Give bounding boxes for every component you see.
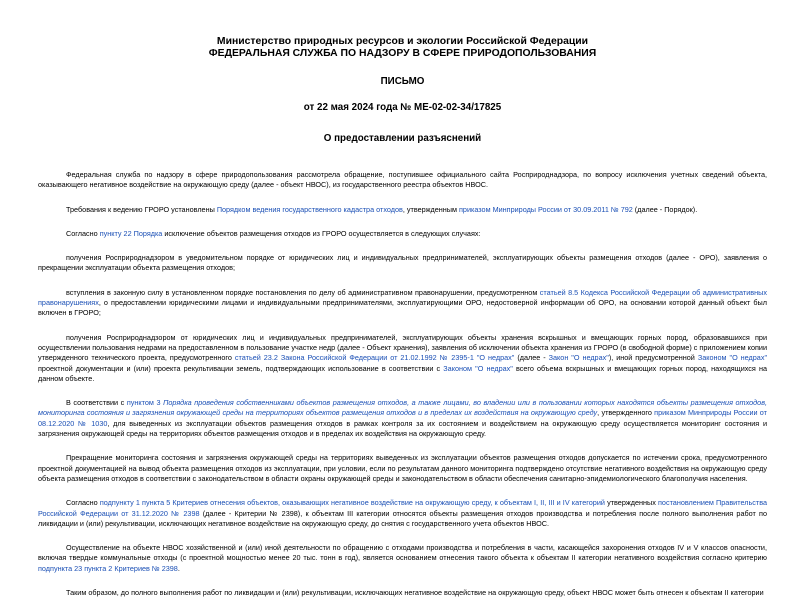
paragraph-8: Прекращение мониторинга состояния и загрязнения окружающей среды на территориях выведенных из эксплуатации объектов размещения отходов допускается по истечении срока, предусмотренного проектной документацией на вывод объекта размещения отходов из эксплуатации, при условии, если по результатам данного мониторинга подтверждено отсутствие негативного воздействия на окружающую среду объекта размещения отходов в соответствии с законодательством в области охраны окружающей среды и законодательством в области обеспечения санитарно-эпидемиологического благополучия населения.	[38, 453, 767, 483]
document-header	[38, 36, 767, 60]
paragraph-6: получения Росприроднадзором от юридических лиц и индивидуальных предпринимателей, эксплуатирующих объекты хранения вскрышных и вмещающих горных пород, образовавшихся при осуществлении пользования недрами на предоставленном в пользование участке недр (далее - Объект хранения), заявления об исключении объекта хранения из ГРОРО (в свободной форме) с приложением копии утвержденного технического проекта, предусмотренного статьей 23.2 Закона Российской Федерации от 21.02.1992 № 2395-1 "О недрах" (далее - Закон "О недрах"), иной предусмотренной Законом "О недрах" проектной документации и (или) проекта рекультивации земель, подтверждающих использование в соответствии с Законом "О недрах" всего объема вскрышных и вмещающих горных пород, находящихся на данном объекте.	[38, 332, 768, 383]
document-subject: О предоставлении разъяснений	[323, 133, 482, 144]
link-order-792[interactable]: приказом Минприроды России от 30.09.2011 № 792	[459, 204, 633, 214]
link-law-subsoil-3[interactable]: Законом "О недрах"	[443, 363, 513, 373]
link-point-3[interactable]: пунктом 3	[126, 398, 164, 408]
link-criteria-subpoint-1[interactable]: подпункту 1 пункта 5 Критериев отнесения объектов, оказывающих негативное воздействие на окружающую среду, к объектам I, II, III и IV категорий	[99, 498, 605, 508]
document-type: ПИСЬМО	[380, 76, 425, 87]
link-koap-8-5[interactable]: статьей 8.5 Кодекса Российской Федерации об административных правонарушениях	[38, 287, 767, 308]
link-law-subsoil[interactable]: Закон "О недрах"	[548, 353, 609, 363]
document-body	[38, 170, 767, 598]
link-cadastre-order[interactable]: Порядком ведения государственного кадастра отходов	[216, 204, 403, 214]
link-order-1030[interactable]: приказом Минприроды России от 08.12.2020 № 1030	[38, 408, 768, 428]
paragraph-5: вступления в законную силу в установленном порядке постановления по делу об административном правонарушении, предусмотренном статьей 8.5 Кодекса Российской Федерации об административных правонарушениях, о предоставлении юридическими лицами и индивидуальными предпринимателями, эксплуатирующими ОРО, недостоверной информации об ОРО, на основании которой данный объект был включен в ГРОРО;	[38, 287, 767, 318]
link-monitoring-procedure[interactable]: Порядка проведения собственниками объектов размещения отходов, а также лицами, во владении или в пользовании которых находятся объекты размещения отходов, мониторинга состояния и загрязнения окружающей среды на территориях объектов размещения отходов и в пределах их воздействия на окружающую среду	[38, 398, 767, 418]
paragraph-3: Согласно пункту 22 Порядка исключение объектов размещения отходов из ГРОРО осуществляется в следующих случаях:	[66, 228, 481, 238]
paragraph-4: получения Росприроднадзором в уведомительном порядке от юридических лиц и индивидуальных предпринимателей, эксплуатирующих объекты размещения отходов (далее - ОРО), заявления о прекращении эксплуатации объекта размещения отходов;	[38, 253, 767, 273]
paragraph-10: Осуществление на объекте НВОС хозяйственной и (или) иной деятельности по обращению с отходами производства и потребления в части, касающейся захоронения отходов IV и V классов опасности, включая твердые коммунальные отходы (с проектной мощностью менее 20 тыс. тонн в год), является основанием отнесения такого объекта к объектам II категории негативного воздействия согласно критерию подпункта 23 пункта 2 Критериев № 2398.	[38, 543, 767, 573]
link-point-22[interactable]: пункту 22 Порядка	[99, 228, 163, 238]
paragraph-11: Таким образом, до полного выполнения работ по ликвидации и (или) рекультивации, исключающих негативное воздействие на окружающую среду, объект НВОС может быть отнесен к объектам II категории	[66, 588, 764, 598]
link-criteria-subpoint-23[interactable]: подпункта 23 пункта 2 Критериев № 2398	[38, 563, 178, 573]
ministry-name: Министерство природных ресурсов и экологии Российской Федерации	[216, 36, 589, 47]
link-law-subsoil-2[interactable]: Законом "О недрах"	[697, 353, 768, 363]
paragraph-9: Согласно подпункту 1 пункта 5 Критериев отнесения объектов, оказывающих негативное воздействие на окружающую среду, к объектам I, II, III и IV категорий утвержденных постановлением Правительства Российской Федерации от 31.12.2020 № 2398 (далее - Критерии № 2398), к объектам III категории относятся объекты размещения отходов производства и потребления после полного выполнения работ по ликвидации и (или) рекультивации, исключающих негативное воздействие на окружающую среду, до снятия с государственного учета объектов НВОС.	[38, 498, 768, 528]
paragraph-7: В соответствии с пунктом 3 Порядка проведения собственниками объектов размещения отходов, а также лицами, во владении или в пользовании которых находятся объекты размещения отходов, мониторинга состояния и загрязнения окружающей среды на территориях объектов размещения отходов и в пределах их воздействия на окружающую среду, утвержденного приказом Минприроды России от 08.12.2020 № 1030, для выведенных из эксплуатации объектов размещения отходов в рамках контроля за их состоянием и воздействием на окружающую среду осуществляется мониторинг состояния и загрязнения окружающей среды на территориях объектов размещения отходов и в пределах их воздействия на окружающую среду.	[38, 398, 768, 439]
document-date-number: от 22 мая 2024 года № МЕ-02-02-34/17825	[303, 102, 502, 113]
service-name: ФЕДЕРАЛЬНАЯ СЛУЖБА ПО НАДЗОРУ В СФЕРЕ ПРИРОДОПОЛЬЗОВАНИЯ	[208, 48, 597, 59]
link-law-subsoil-23-2[interactable]: статьей 23.2 Закона Российской Федерации от 21.02.1992 № 2395-1 "О недрах"	[234, 353, 515, 363]
link-decree-2398[interactable]: постановлением Правительства Российской Федерации от 31.12.2020 № 2398	[38, 498, 768, 518]
paragraph-1: Федеральная служба по надзору в сфере природопользования рассмотрела обращение, поступившее официального сайта Росприроднадзора, по вопросу исключения учетных сведений объекта, оказывающего негативное воздействие на окружающую среду (далее - объект НВОС), из государственного реестра объектов НВОС.	[38, 170, 767, 190]
paragraph-2: Требования к ведению ГРОРО установлены Порядком ведения государственного кадастра отходов, утвержденным приказом Минприроды России от 30.09.2011 № 792 (далее - Порядок).	[66, 204, 698, 214]
